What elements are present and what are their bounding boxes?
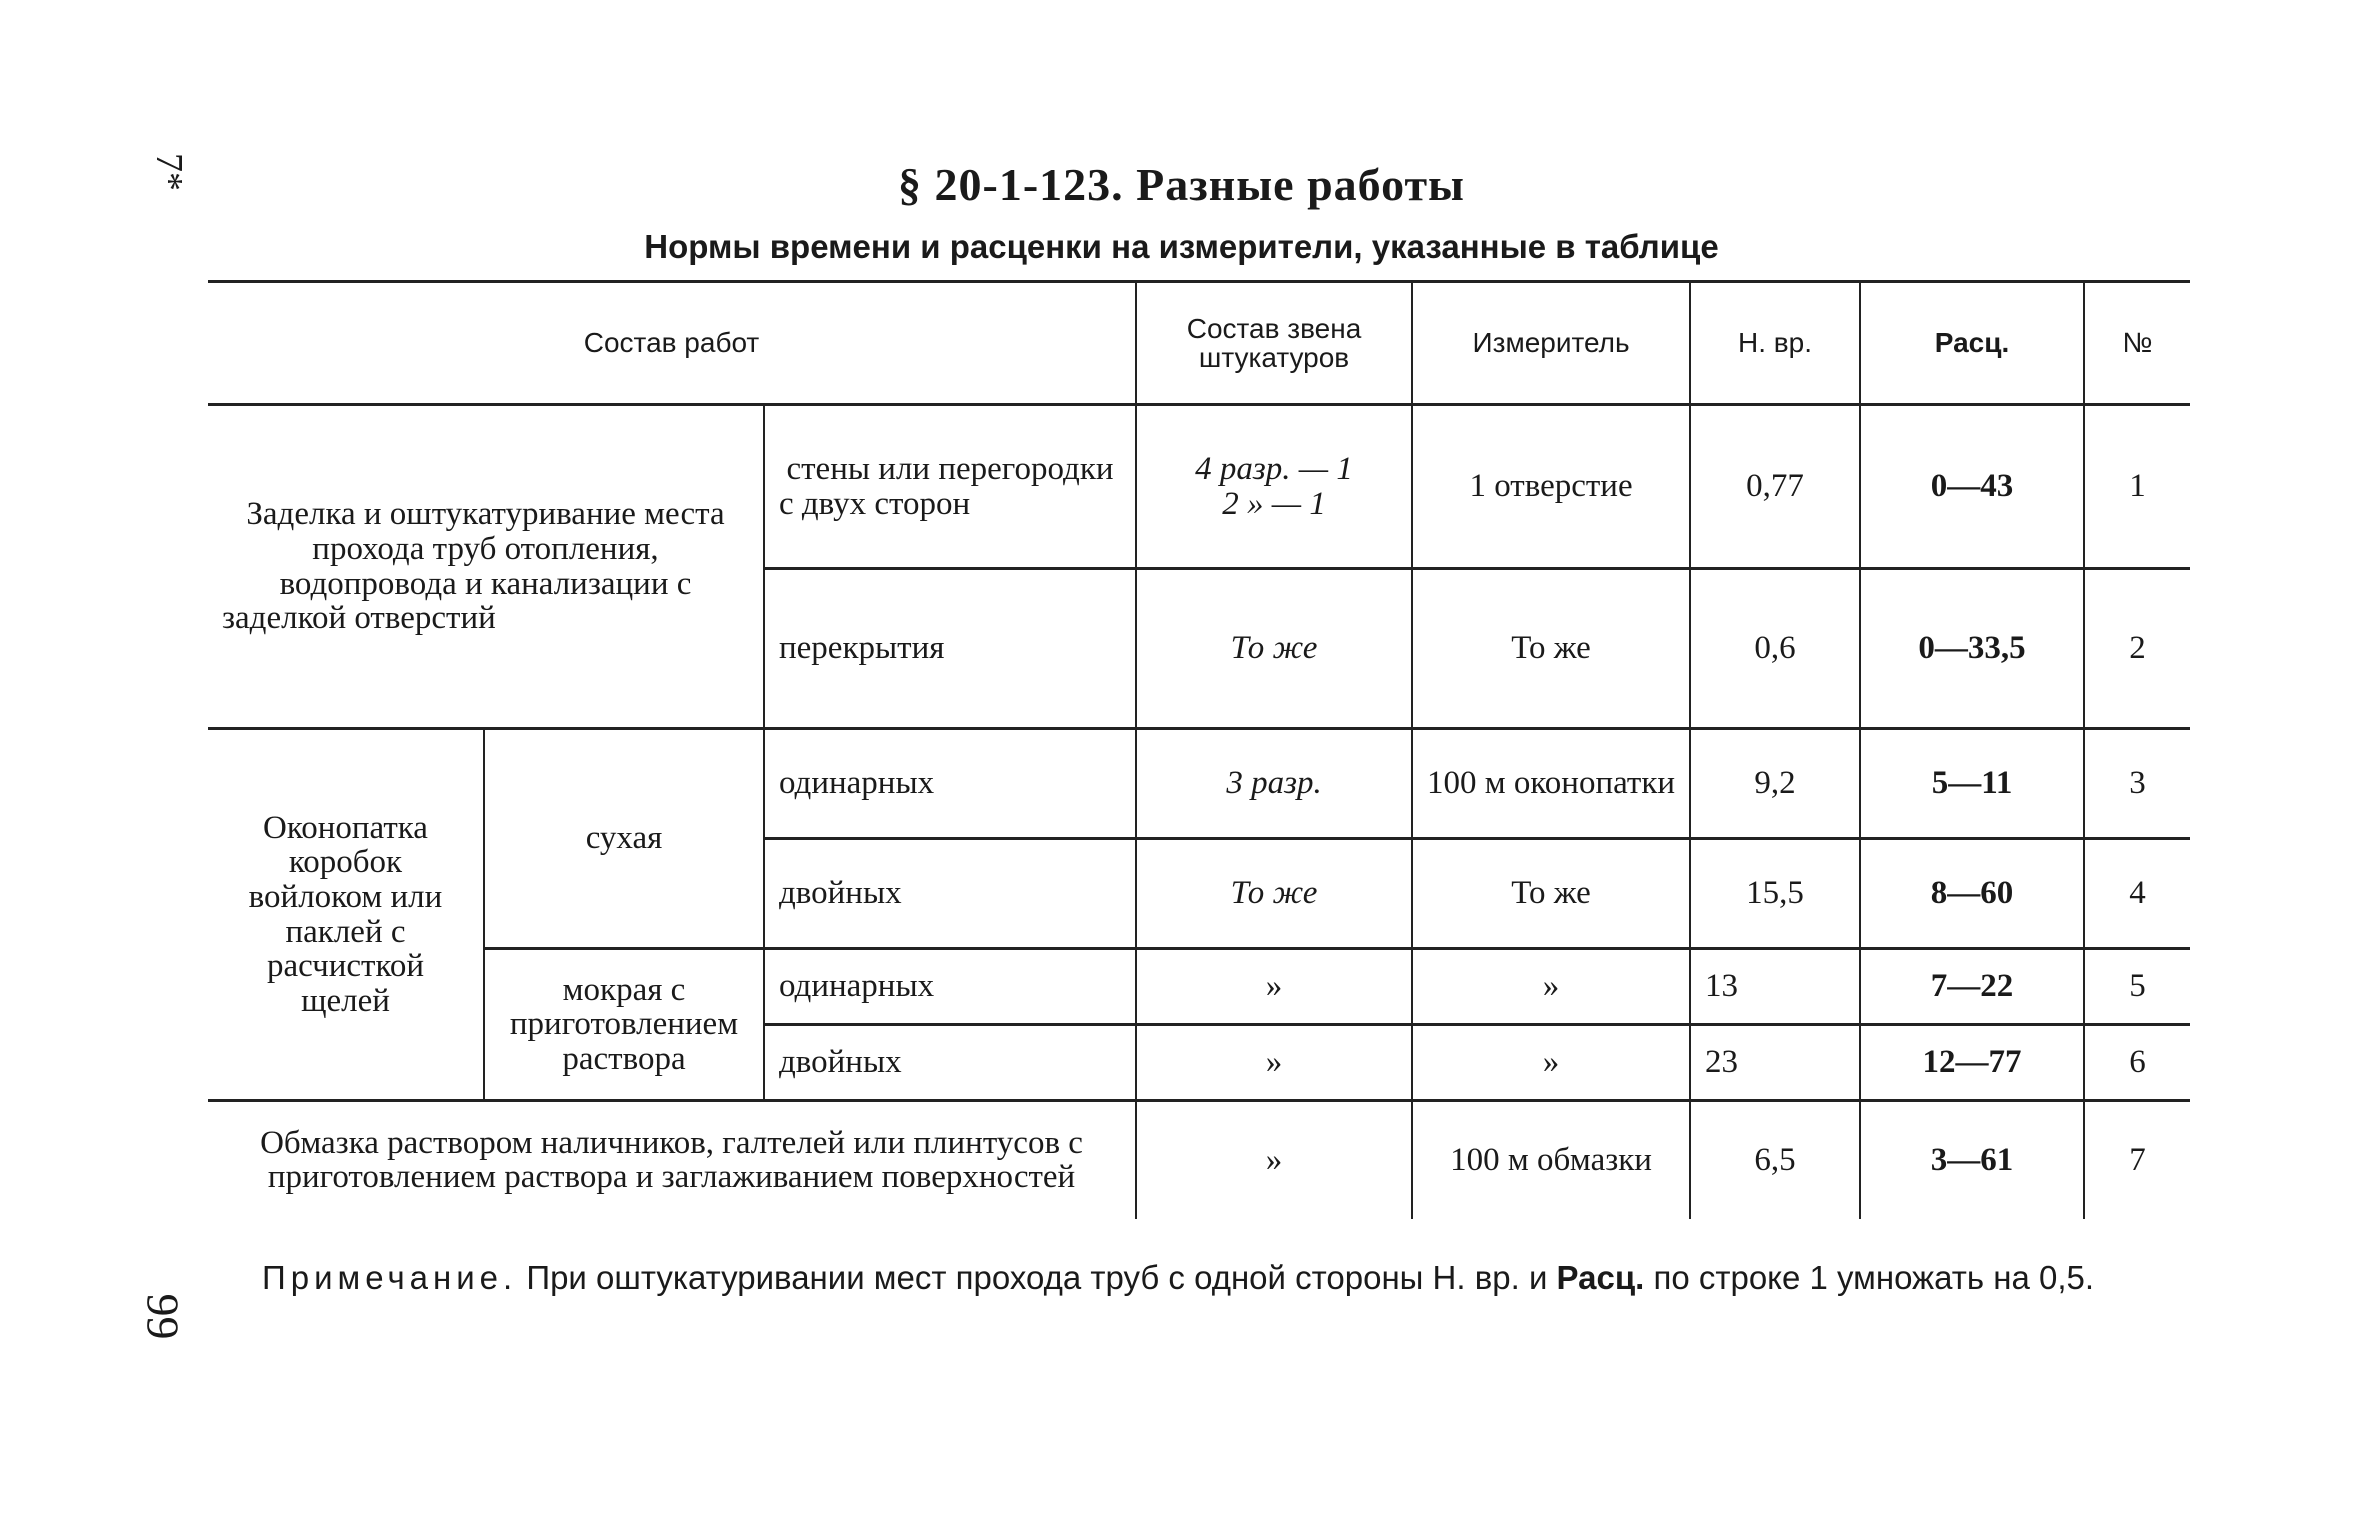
row1-sub: стены или перегородки с двух сторон <box>764 405 1136 569</box>
row6-norm: 23 <box>1690 1025 1860 1101</box>
row4-norm: 15,5 <box>1690 839 1860 949</box>
row5-rate: 7—22 <box>1860 949 2084 1025</box>
row7-num: 7 <box>2084 1101 2190 1219</box>
group2-wet: мокрая с приготовлением раствора <box>484 949 764 1101</box>
row2-crew: То же <box>1136 569 1412 729</box>
section-title: § 20-1-123. Разные работы <box>898 159 1465 210</box>
row6-sub: двойных <box>764 1025 1136 1101</box>
header-num: № <box>2084 282 2190 405</box>
row3-norm: 9,2 <box>1690 729 1860 839</box>
row5-num: 5 <box>2084 949 2190 1025</box>
row5-crew: » <box>1136 949 1412 1025</box>
row1-rate: 0—43 <box>1860 405 2084 569</box>
row4-rate: 8—60 <box>1860 839 2084 949</box>
page-number-top: 7* <box>148 153 190 191</box>
header-norm: Н. вр. <box>1690 282 1860 405</box>
row7-unit: 100 м обмазки <box>1412 1101 1690 1219</box>
group2-label: Оконопатка коробок войлоком или паклей с расчисткой щелей <box>208 729 484 1101</box>
table-note <box>262 1258 2190 1298</box>
note-rate-word: Расц. <box>1556 1259 1645 1296</box>
table-header-row <box>208 282 2190 405</box>
row2-rate: 0—33,5 <box>1860 569 2084 729</box>
page-number-side: 99 <box>137 1293 189 1340</box>
header-unit: Измеритель <box>1412 282 1690 405</box>
row1-norm: 0,77 <box>1690 405 1860 569</box>
header-work: Состав работ <box>208 282 1136 405</box>
row1-crew-line2: 2 » — 1 <box>1222 485 1326 522</box>
row3-sub: одинарных <box>764 729 1136 839</box>
row6-crew: » <box>1136 1025 1412 1101</box>
table-row <box>208 405 2190 569</box>
row3-crew: 3 разр. <box>1136 729 1412 839</box>
row5-unit: » <box>1412 949 1690 1025</box>
row1-unit: 1 отверстие <box>1412 405 1690 569</box>
row1-num: 1 <box>2084 405 2190 569</box>
row4-unit: То же <box>1412 839 1690 949</box>
row2-unit: То же <box>1412 569 1690 729</box>
row4-crew: То же <box>1136 839 1412 949</box>
row3-rate: 5—11 <box>1860 729 2084 839</box>
row5-sub: одинарных <box>764 949 1136 1025</box>
header-rate: Расц. <box>1860 282 2084 405</box>
group1-label: Заделка и оштукатуривание места прохода труб отопления, водопровода и канализации с заделкой отверстий <box>208 405 764 729</box>
row7-crew: » <box>1136 1101 1412 1219</box>
header-crew: Состав звена штукатуров <box>1136 282 1412 405</box>
note-text-a: При оштукатуривании мест прохода труб с одной стороны Н. вр. и <box>517 1259 1557 1296</box>
row6-num: 6 <box>2084 1025 2190 1101</box>
section-subtitle: Нормы времени и расценки на измерители, указанные в таблице <box>644 228 1719 265</box>
row2-norm: 0,6 <box>1690 569 1860 729</box>
row2-num: 2 <box>2084 569 2190 729</box>
row2-sub: перекрытия <box>764 569 1136 729</box>
row3-num: 3 <box>2084 729 2190 839</box>
group2-dry: сухая <box>484 729 764 949</box>
row4-num: 4 <box>2084 839 2190 949</box>
row6-rate: 12—77 <box>1860 1025 2084 1101</box>
note-lead: Примечание. <box>262 1259 518 1296</box>
row3-unit: 100 м оконопатки <box>1412 729 1690 839</box>
row1-crew-line1: 4 разр. — 1 <box>1195 450 1353 487</box>
norms-table <box>208 280 2190 1219</box>
row7-norm: 6,5 <box>1690 1101 1860 1219</box>
table-row <box>208 1101 2190 1219</box>
row4-sub: двойных <box>764 839 1136 949</box>
table-row <box>208 949 2190 1025</box>
row1-crew <box>1136 405 1412 569</box>
table-row <box>208 729 2190 839</box>
row7-rate: 3—61 <box>1860 1101 2084 1219</box>
note-text-b: по строке 1 умножать на 0,5. <box>1644 1259 2095 1296</box>
group3-label: Обмазка раствором наличников, галтелей или плинтусов с приготовлением раствора и заглаживанием поверхностей <box>208 1101 1136 1219</box>
row6-unit: » <box>1412 1025 1690 1101</box>
row5-norm: 13 <box>1690 949 1860 1025</box>
